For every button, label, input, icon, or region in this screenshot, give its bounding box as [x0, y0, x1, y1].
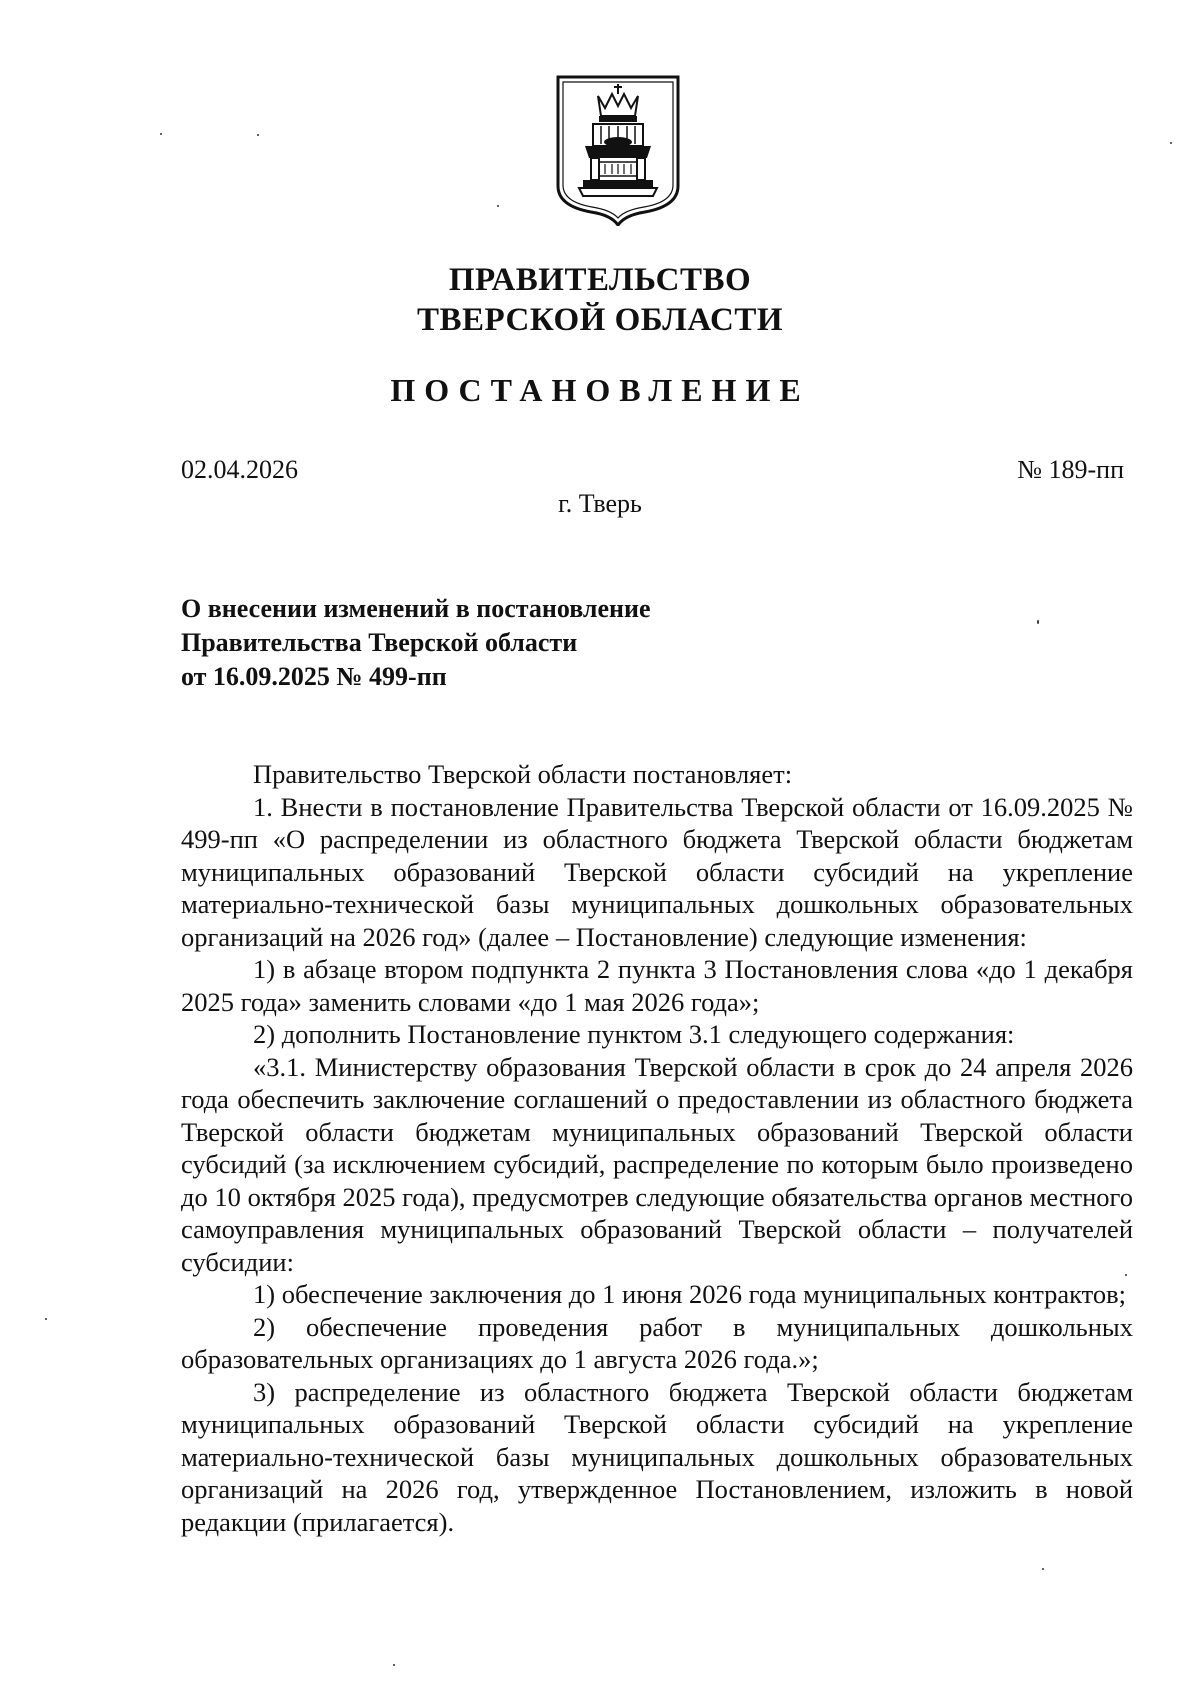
body-paragraph: 1) в абзаце втором подпункта 2 пункта 3 Постановления слова «до 1 декабря 2025 года» заменить словами «до 1 мая 2026 года»;	[181, 954, 1133, 1017]
subject-line: О внесении изменений в постановление	[181, 594, 651, 623]
scan-speck	[257, 134, 259, 136]
tver-coat-of-arms-icon	[555, 74, 681, 226]
document-type-heading: ПОСТАНОВЛЕНИЕ	[390, 372, 810, 408]
body-paragraph: 1. Внести в постановление Правительства Тверской области от 16.09.2025 № 499-пп «О распределении из областного бюджета Тверской области бюджетам муниципальных образований Тверской области субсидий на укрепление материально-технической базы муниципальных дошкольных образовательных организаций на 2026 год» (далее – Постановление) следующие изменения:	[181, 791, 1133, 952]
body-paragraph: 3) распределение из областного бюджета Тверской области бюджетам муниципальных образований Тверской области субсидий на укрепление материально-технической базы муниципальных дошкольных образовательных организаций на 2026 год, утвержденное Постановлением, изложить в новой редакции (прилагается).	[181, 1376, 1133, 1537]
scan-speck	[45, 1318, 47, 1320]
body-paragraph: Правительство Тверской области постановляет:	[253, 759, 793, 789]
document-subject	[181, 592, 651, 694]
document-city: г. Тверь	[558, 489, 642, 518]
scan-speck	[393, 1664, 395, 1666]
scan-speck	[160, 133, 162, 135]
org-name-line2: ТВЕРСКОЙ ОБЛАСТИ	[416, 302, 784, 338]
document-date: 02.04.2026	[181, 455, 298, 484]
body-paragraph: «3.1. Министерству образования Тверской области в срок до 24 апреля 2026 года обеспечить заключение соглашений о предоставлении из областного бюджета Тверской области бюджетам муниципальных образований Тверской области субсидий (за исключением субсидий, распределение по которым было произведено до 10 октября 2025 года), предусмотрев следующие обязательства органов местного самоуправления муниципальных образований Тверской области – получателей субсидии:	[181, 1051, 1133, 1277]
scan-speck	[1125, 1274, 1127, 1276]
scan-speck	[1042, 1568, 1044, 1570]
scan-speck	[1170, 142, 1172, 144]
document-number: № 189-пп	[1017, 455, 1124, 484]
body-paragraph: 2) дополнить Постановление пунктом 3.1 следующего содержания:	[253, 1019, 1015, 1049]
body-paragraph: 1) обеспечение заключения до 1 июня 2026 года муниципальных контрактов;	[253, 1279, 1127, 1309]
scan-speck	[497, 205, 499, 207]
subject-line: от 16.09.2025 № 499-пп	[181, 662, 447, 691]
document-body	[181, 758, 1133, 1538]
scan-speck	[1037, 620, 1039, 624]
org-name-line1: ПРАВИТЕЛЬСТВО	[448, 262, 752, 298]
body-paragraph: 2) обеспечение проведения работ в муниципальных дошкольных образовательных организациях до 1 августа 2026 года.»;	[181, 1311, 1133, 1374]
subject-line: Правительства Тверской области	[181, 628, 578, 657]
